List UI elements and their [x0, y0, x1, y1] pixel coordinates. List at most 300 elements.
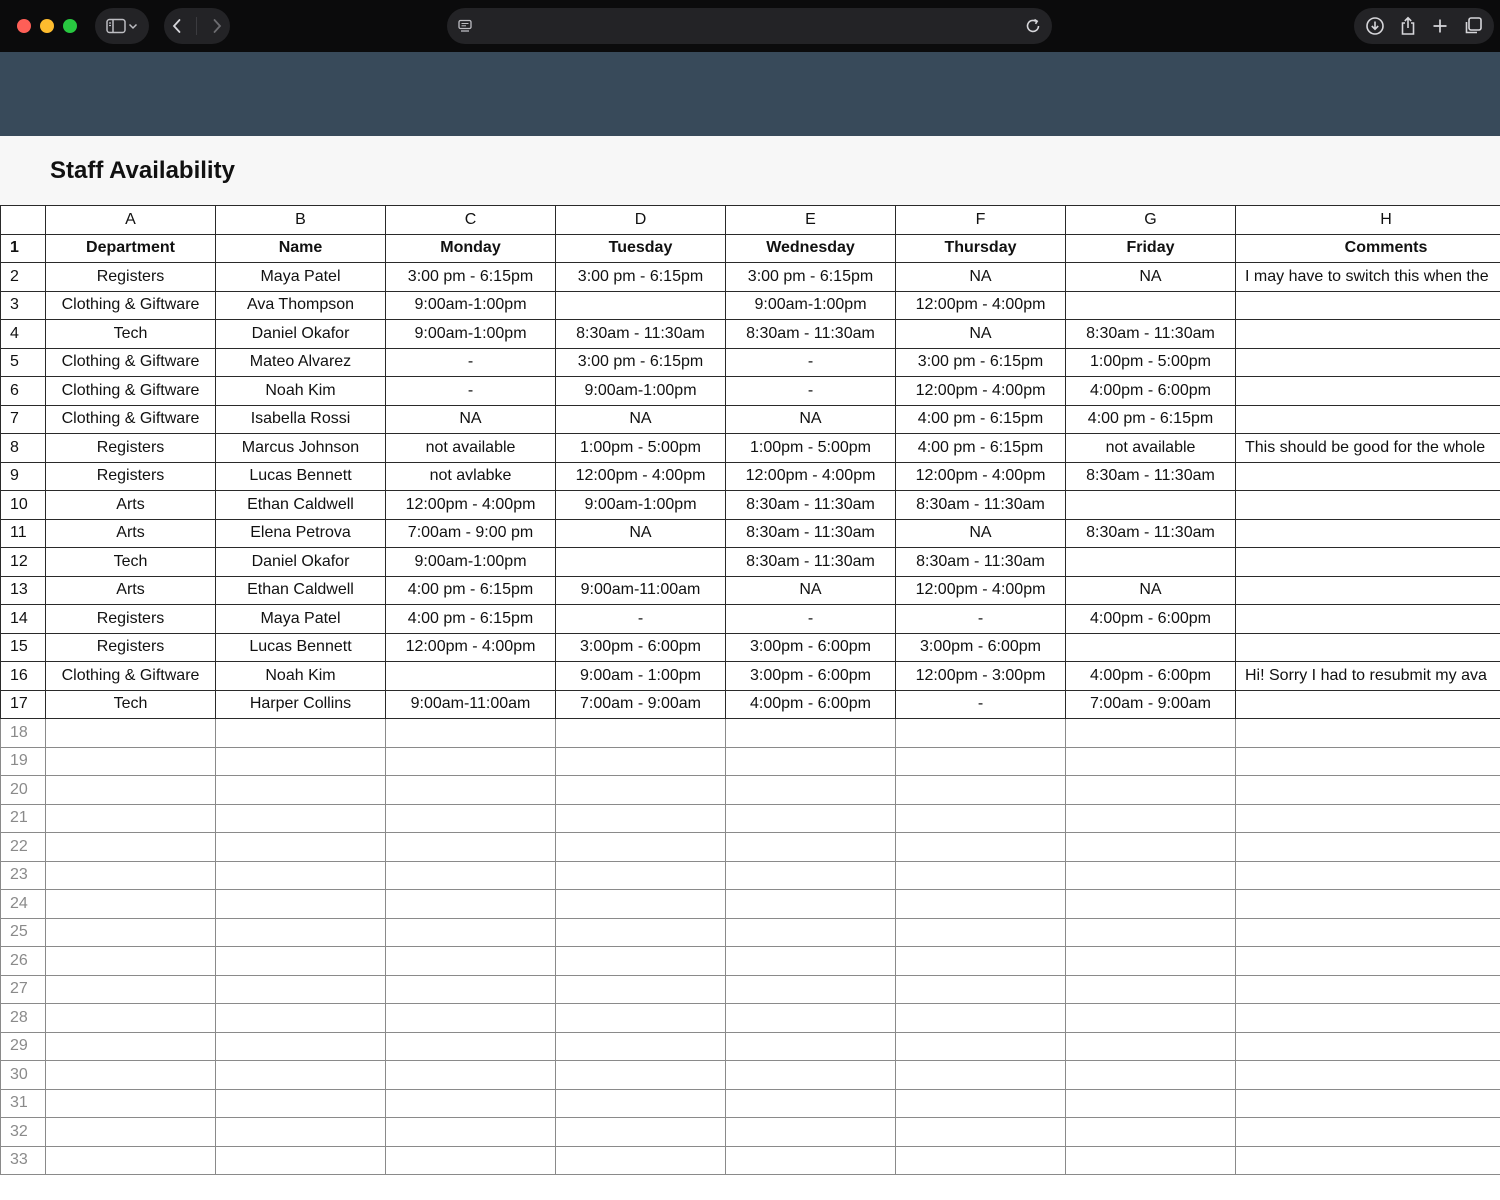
row-number[interactable]: 33 [1, 1146, 46, 1175]
empty-cell[interactable] [896, 833, 1066, 862]
data-cell[interactable]: - [896, 605, 1066, 634]
empty-cell[interactable] [556, 804, 726, 833]
empty-cell[interactable] [1236, 1089, 1500, 1118]
empty-cell[interactable] [1066, 776, 1236, 805]
row-number[interactable]: 32 [1, 1118, 46, 1147]
empty-cell[interactable] [216, 861, 386, 890]
data-cell[interactable] [1236, 462, 1500, 491]
row-number[interactable]: 28 [1, 1004, 46, 1033]
data-cell[interactable] [1066, 491, 1236, 520]
data-cell[interactable]: 3:00pm - 6:00pm [726, 633, 896, 662]
empty-cell[interactable] [1066, 975, 1236, 1004]
empty-cell[interactable] [216, 833, 386, 862]
data-cell[interactable]: 12:00pm - 3:00pm [896, 662, 1066, 691]
tabs-overview-icon[interactable] [1463, 16, 1483, 36]
data-cell[interactable]: Clothing & Giftware [46, 348, 216, 377]
data-cell[interactable] [1236, 291, 1500, 320]
data-cell[interactable]: 3:00 pm - 6:15pm [896, 348, 1066, 377]
data-cell[interactable]: 9:00am-1:00pm [556, 377, 726, 406]
row-number[interactable]: 13 [1, 576, 46, 605]
empty-cell[interactable] [896, 719, 1066, 748]
reload-icon[interactable] [1024, 17, 1042, 35]
empty-cell[interactable] [1236, 1061, 1500, 1090]
data-cell[interactable]: 3:00 pm - 6:15pm [726, 263, 896, 292]
row-number[interactable]: 18 [1, 719, 46, 748]
empty-cell[interactable] [216, 1061, 386, 1090]
empty-cell[interactable] [386, 1146, 556, 1175]
new-tab-icon[interactable] [1431, 17, 1449, 35]
empty-cell[interactable] [896, 861, 1066, 890]
empty-cell[interactable] [896, 747, 1066, 776]
data-cell[interactable]: Registers [46, 434, 216, 463]
empty-cell[interactable] [896, 1032, 1066, 1061]
data-cell[interactable]: 4:00pm - 6:00pm [1066, 377, 1236, 406]
row-number[interactable]: 21 [1, 804, 46, 833]
row-number[interactable]: 1 [1, 234, 46, 263]
download-icon[interactable] [1365, 16, 1385, 36]
empty-cell[interactable] [1236, 975, 1500, 1004]
data-cell[interactable]: - [386, 348, 556, 377]
empty-cell[interactable] [216, 947, 386, 976]
empty-cell[interactable] [1236, 918, 1500, 947]
data-cell[interactable]: 9:00am-1:00pm [386, 291, 556, 320]
data-cell[interactable]: - [726, 377, 896, 406]
empty-cell[interactable] [1066, 1089, 1236, 1118]
empty-cell[interactable] [1066, 1118, 1236, 1147]
data-cell[interactable]: 9:00am - 1:00pm [556, 662, 726, 691]
data-cell[interactable] [1066, 548, 1236, 577]
empty-cell[interactable] [46, 1061, 216, 1090]
data-cell[interactable]: Maya Patel [216, 605, 386, 634]
empty-cell[interactable] [1066, 833, 1236, 862]
data-cell[interactable]: 4:00 pm - 6:15pm [386, 605, 556, 634]
row-number[interactable]: 24 [1, 890, 46, 919]
data-cell[interactable]: 8:30am - 11:30am [1066, 519, 1236, 548]
empty-cell[interactable] [386, 1089, 556, 1118]
empty-cell[interactable] [556, 1118, 726, 1147]
empty-cell[interactable] [46, 833, 216, 862]
empty-cell[interactable] [556, 776, 726, 805]
empty-cell[interactable] [896, 1061, 1066, 1090]
empty-cell[interactable] [556, 861, 726, 890]
empty-cell[interactable] [1066, 1004, 1236, 1033]
empty-cell[interactable] [726, 861, 896, 890]
empty-cell[interactable] [1066, 1146, 1236, 1175]
row-number[interactable]: 30 [1, 1061, 46, 1090]
empty-cell[interactable] [726, 833, 896, 862]
data-cell[interactable]: Daniel Okafor [216, 320, 386, 349]
data-cell[interactable] [1066, 291, 1236, 320]
row-number[interactable]: 29 [1, 1032, 46, 1061]
data-cell[interactable] [1236, 519, 1500, 548]
data-cell[interactable] [1236, 576, 1500, 605]
address-bar[interactable] [447, 8, 1052, 44]
row-number[interactable]: 10 [1, 491, 46, 520]
data-cell[interactable]: Arts [46, 491, 216, 520]
data-cell[interactable]: 4:00 pm - 6:15pm [896, 405, 1066, 434]
data-cell[interactable]: 9:00am-1:00pm [556, 491, 726, 520]
empty-cell[interactable] [1236, 1118, 1500, 1147]
data-cell[interactable]: 4:00 pm - 6:15pm [386, 576, 556, 605]
data-cell[interactable]: Registers [46, 633, 216, 662]
data-cell[interactable]: Clothing & Giftware [46, 405, 216, 434]
empty-cell[interactable] [46, 719, 216, 748]
row-number[interactable]: 15 [1, 633, 46, 662]
data-cell[interactable]: Clothing & Giftware [46, 377, 216, 406]
row-number[interactable]: 14 [1, 605, 46, 634]
data-cell[interactable]: 9:00am-11:00am [386, 690, 556, 719]
data-cell[interactable]: 12:00pm - 4:00pm [896, 291, 1066, 320]
data-cell[interactable]: - [386, 377, 556, 406]
empty-cell[interactable] [386, 833, 556, 862]
empty-cell[interactable] [1066, 861, 1236, 890]
data-cell[interactable]: 7:00am - 9:00am [1066, 690, 1236, 719]
empty-cell[interactable] [46, 1004, 216, 1033]
empty-cell[interactable] [556, 833, 726, 862]
empty-cell[interactable] [726, 918, 896, 947]
empty-cell[interactable] [556, 1061, 726, 1090]
row-number[interactable]: 26 [1, 947, 46, 976]
empty-cell[interactable] [1236, 1032, 1500, 1061]
data-cell[interactable]: Daniel Okafor [216, 548, 386, 577]
data-cell[interactable]: Lucas Bennett [216, 462, 386, 491]
data-cell[interactable]: 12:00pm - 4:00pm [556, 462, 726, 491]
empty-cell[interactable] [1236, 1146, 1500, 1175]
data-cell[interactable] [556, 291, 726, 320]
data-cell[interactable]: - [896, 690, 1066, 719]
empty-cell[interactable] [896, 1004, 1066, 1033]
empty-cell[interactable] [726, 1146, 896, 1175]
column-letter[interactable]: B [216, 206, 386, 235]
empty-cell[interactable] [46, 804, 216, 833]
data-cell[interactable]: 8:30am - 11:30am [896, 491, 1066, 520]
data-cell[interactable]: 3:00 pm - 6:15pm [556, 263, 726, 292]
row-number[interactable]: 22 [1, 833, 46, 862]
data-cell[interactable]: NA [1066, 263, 1236, 292]
data-cell[interactable]: NA [726, 576, 896, 605]
header-cell[interactable]: Tuesday [556, 234, 726, 263]
data-cell[interactable]: Registers [46, 605, 216, 634]
empty-cell[interactable] [216, 975, 386, 1004]
data-cell[interactable]: 4:00pm - 6:00pm [1066, 605, 1236, 634]
data-cell[interactable]: Isabella Rossi [216, 405, 386, 434]
data-cell[interactable]: I may have to switch this when the [1236, 263, 1500, 292]
back-icon[interactable] [171, 18, 183, 34]
row-number[interactable]: 17 [1, 690, 46, 719]
empty-cell[interactable] [726, 1004, 896, 1033]
data-cell[interactable]: 7:00am - 9:00am [556, 690, 726, 719]
empty-cell[interactable] [1236, 804, 1500, 833]
data-cell[interactable]: 9:00am-11:00am [556, 576, 726, 605]
row-number[interactable]: 5 [1, 348, 46, 377]
share-icon[interactable] [1399, 16, 1417, 36]
row-number[interactable]: 2 [1, 263, 46, 292]
data-cell[interactable]: not avlabke [386, 462, 556, 491]
data-cell[interactable] [1236, 491, 1500, 520]
empty-cell[interactable] [1236, 947, 1500, 976]
data-cell[interactable]: 1:00pm - 5:00pm [1066, 348, 1236, 377]
empty-cell[interactable] [556, 1146, 726, 1175]
data-cell[interactable]: 12:00pm - 4:00pm [726, 462, 896, 491]
data-cell[interactable]: 3:00pm - 6:00pm [896, 633, 1066, 662]
empty-cell[interactable] [386, 747, 556, 776]
column-letter[interactable]: A [46, 206, 216, 235]
data-cell[interactable]: Marcus Johnson [216, 434, 386, 463]
empty-cell[interactable] [1066, 1061, 1236, 1090]
data-cell[interactable] [1236, 548, 1500, 577]
data-cell[interactable]: Registers [46, 263, 216, 292]
data-cell[interactable]: NA [386, 405, 556, 434]
empty-cell[interactable] [216, 1118, 386, 1147]
empty-cell[interactable] [1066, 890, 1236, 919]
data-cell[interactable] [1066, 633, 1236, 662]
empty-cell[interactable] [1066, 747, 1236, 776]
data-cell[interactable]: Ava Thompson [216, 291, 386, 320]
data-cell[interactable]: - [726, 348, 896, 377]
empty-cell[interactable] [216, 747, 386, 776]
empty-cell[interactable] [896, 1089, 1066, 1118]
empty-cell[interactable] [386, 776, 556, 805]
empty-cell[interactable] [1236, 1004, 1500, 1033]
empty-cell[interactable] [1066, 947, 1236, 976]
empty-cell[interactable] [556, 747, 726, 776]
empty-cell[interactable] [556, 1032, 726, 1061]
empty-cell[interactable] [216, 1004, 386, 1033]
empty-cell[interactable] [1236, 747, 1500, 776]
empty-cell[interactable] [896, 1146, 1066, 1175]
data-cell[interactable]: 3:00pm - 6:00pm [726, 662, 896, 691]
column-letter[interactable]: C [386, 206, 556, 235]
empty-cell[interactable] [46, 890, 216, 919]
empty-cell[interactable] [1066, 804, 1236, 833]
empty-cell[interactable] [46, 918, 216, 947]
data-cell[interactable]: Clothing & Giftware [46, 662, 216, 691]
empty-cell[interactable] [46, 776, 216, 805]
empty-cell[interactable] [896, 918, 1066, 947]
data-cell[interactable] [556, 548, 726, 577]
data-cell[interactable] [1236, 405, 1500, 434]
empty-cell[interactable] [386, 947, 556, 976]
row-number[interactable]: 6 [1, 377, 46, 406]
empty-cell[interactable] [386, 918, 556, 947]
empty-cell[interactable] [556, 1089, 726, 1118]
empty-cell[interactable] [46, 1032, 216, 1061]
data-cell[interactable] [1236, 690, 1500, 719]
empty-cell[interactable] [386, 804, 556, 833]
empty-cell[interactable] [556, 947, 726, 976]
empty-cell[interactable] [726, 1061, 896, 1090]
sidebar-toggle-button[interactable] [95, 8, 149, 44]
data-cell[interactable]: Tech [46, 320, 216, 349]
empty-cell[interactable] [1066, 1032, 1236, 1061]
row-number[interactable]: 19 [1, 747, 46, 776]
empty-cell[interactable] [726, 1089, 896, 1118]
empty-cell[interactable] [726, 947, 896, 976]
data-cell[interactable]: not available [386, 434, 556, 463]
empty-cell[interactable] [896, 947, 1066, 976]
empty-cell[interactable] [726, 804, 896, 833]
empty-cell[interactable] [216, 719, 386, 748]
data-cell[interactable]: 1:00pm - 5:00pm [726, 434, 896, 463]
data-cell[interactable]: 4:00pm - 6:00pm [726, 690, 896, 719]
column-letter[interactable]: G [1066, 206, 1236, 235]
data-cell[interactable] [386, 662, 556, 691]
empty-cell[interactable] [726, 719, 896, 748]
empty-cell[interactable] [46, 747, 216, 776]
data-cell[interactable]: NA [896, 320, 1066, 349]
row-number[interactable]: 31 [1, 1089, 46, 1118]
data-cell[interactable]: 4:00 pm - 6:15pm [896, 434, 1066, 463]
data-cell[interactable]: 8:30am - 11:30am [726, 491, 896, 520]
column-letter[interactable]: E [726, 206, 896, 235]
header-cell[interactable]: Friday [1066, 234, 1236, 263]
data-cell[interactable] [1236, 377, 1500, 406]
data-cell[interactable]: 8:30am - 11:30am [726, 548, 896, 577]
data-cell[interactable]: 12:00pm - 4:00pm [386, 491, 556, 520]
empty-cell[interactable] [386, 975, 556, 1004]
data-cell[interactable]: Arts [46, 519, 216, 548]
close-window-button[interactable] [17, 19, 31, 33]
empty-cell[interactable] [386, 1032, 556, 1061]
header-cell[interactable]: Wednesday [726, 234, 896, 263]
empty-cell[interactable] [896, 1118, 1066, 1147]
data-cell[interactable]: 12:00pm - 4:00pm [896, 377, 1066, 406]
empty-cell[interactable] [46, 1118, 216, 1147]
data-cell[interactable]: NA [896, 519, 1066, 548]
data-cell[interactable]: Lucas Bennett [216, 633, 386, 662]
row-number[interactable]: 27 [1, 975, 46, 1004]
data-cell[interactable]: 1:00pm - 5:00pm [556, 434, 726, 463]
data-cell[interactable]: 12:00pm - 4:00pm [386, 633, 556, 662]
column-letter[interactable]: D [556, 206, 726, 235]
data-cell[interactable]: 8:30am - 11:30am [1066, 320, 1236, 349]
empty-cell[interactable] [726, 747, 896, 776]
empty-cell[interactable] [386, 1004, 556, 1033]
data-cell[interactable]: - [726, 605, 896, 634]
data-cell[interactable]: 3:00 pm - 6:15pm [386, 263, 556, 292]
row-number[interactable]: 16 [1, 662, 46, 691]
data-cell[interactable]: NA [1066, 576, 1236, 605]
row-number[interactable]: 8 [1, 434, 46, 463]
data-cell[interactable]: 8:30am - 11:30am [726, 519, 896, 548]
row-number[interactable]: 12 [1, 548, 46, 577]
data-cell[interactable]: Registers [46, 462, 216, 491]
data-cell[interactable]: 8:30am - 11:30am [1066, 462, 1236, 491]
row-number[interactable]: 4 [1, 320, 46, 349]
minimize-window-button[interactable] [40, 19, 54, 33]
empty-cell[interactable] [556, 975, 726, 1004]
empty-cell[interactable] [216, 804, 386, 833]
header-cell[interactable]: Comments [1236, 234, 1500, 263]
empty-cell[interactable] [896, 890, 1066, 919]
empty-cell[interactable] [896, 975, 1066, 1004]
data-cell[interactable] [1236, 633, 1500, 662]
header-cell[interactable]: Monday [386, 234, 556, 263]
empty-cell[interactable] [1236, 861, 1500, 890]
row-number[interactable]: 3 [1, 291, 46, 320]
data-cell[interactable] [1236, 348, 1500, 377]
empty-cell[interactable] [896, 776, 1066, 805]
empty-cell[interactable] [1236, 890, 1500, 919]
empty-cell[interactable] [216, 1089, 386, 1118]
empty-cell[interactable] [46, 975, 216, 1004]
data-cell[interactable]: Arts [46, 576, 216, 605]
data-cell[interactable]: Ethan Caldwell [216, 491, 386, 520]
zoom-window-button[interactable] [63, 19, 77, 33]
row-number[interactable]: 20 [1, 776, 46, 805]
data-cell[interactable]: 9:00am-1:00pm [386, 320, 556, 349]
empty-cell[interactable] [1066, 719, 1236, 748]
data-cell[interactable]: Mateo Alvarez [216, 348, 386, 377]
row-number[interactable]: 9 [1, 462, 46, 491]
data-cell[interactable]: 7:00am - 9:00 pm [386, 519, 556, 548]
forward-icon[interactable] [211, 18, 223, 34]
data-cell[interactable]: Elena Petrova [216, 519, 386, 548]
data-cell[interactable] [1236, 605, 1500, 634]
data-cell[interactable]: 12:00pm - 4:00pm [896, 462, 1066, 491]
empty-cell[interactable] [216, 918, 386, 947]
data-cell[interactable]: 9:00am-1:00pm [386, 548, 556, 577]
data-cell[interactable]: NA [726, 405, 896, 434]
row-number[interactable]: 25 [1, 918, 46, 947]
row-number[interactable]: 23 [1, 861, 46, 890]
empty-cell[interactable] [46, 947, 216, 976]
empty-cell[interactable] [386, 719, 556, 748]
data-cell[interactable]: Hi! Sorry I had to resubmit my ava [1236, 662, 1500, 691]
column-letter[interactable]: F [896, 206, 1066, 235]
empty-cell[interactable] [726, 1032, 896, 1061]
empty-cell[interactable] [1066, 918, 1236, 947]
empty-cell[interactable] [556, 719, 726, 748]
data-cell[interactable]: 12:00pm - 4:00pm [896, 576, 1066, 605]
empty-cell[interactable] [1236, 776, 1500, 805]
column-letter[interactable]: H [1236, 206, 1500, 235]
empty-cell[interactable] [386, 1061, 556, 1090]
data-cell[interactable]: Maya Patel [216, 263, 386, 292]
data-cell[interactable]: Tech [46, 548, 216, 577]
empty-cell[interactable] [216, 1146, 386, 1175]
empty-cell[interactable] [726, 890, 896, 919]
empty-cell[interactable] [556, 1004, 726, 1033]
empty-cell[interactable] [46, 1089, 216, 1118]
data-cell[interactable]: Clothing & Giftware [46, 291, 216, 320]
empty-cell[interactable] [46, 861, 216, 890]
data-cell[interactable]: Ethan Caldwell [216, 576, 386, 605]
header-cell[interactable]: Thursday [896, 234, 1066, 263]
empty-cell[interactable] [216, 776, 386, 805]
row-number[interactable]: 11 [1, 519, 46, 548]
empty-cell[interactable] [1236, 719, 1500, 748]
data-cell[interactable]: Tech [46, 690, 216, 719]
data-cell[interactable]: not available [1066, 434, 1236, 463]
data-cell[interactable]: 8:30am - 11:30am [726, 320, 896, 349]
empty-cell[interactable] [216, 890, 386, 919]
data-cell[interactable]: 3:00 pm - 6:15pm [556, 348, 726, 377]
data-cell[interactable]: 4:00 pm - 6:15pm [1066, 405, 1236, 434]
empty-cell[interactable] [1236, 833, 1500, 862]
empty-cell[interactable] [386, 1118, 556, 1147]
row-number[interactable]: 7 [1, 405, 46, 434]
data-cell[interactable]: 8:30am - 11:30am [896, 548, 1066, 577]
header-cell[interactable]: Department [46, 234, 216, 263]
data-cell[interactable]: NA [556, 405, 726, 434]
empty-cell[interactable] [726, 776, 896, 805]
data-cell[interactable]: Noah Kim [216, 377, 386, 406]
empty-cell[interactable] [386, 861, 556, 890]
empty-cell[interactable] [726, 1118, 896, 1147]
data-cell[interactable]: - [556, 605, 726, 634]
empty-cell[interactable] [46, 1146, 216, 1175]
